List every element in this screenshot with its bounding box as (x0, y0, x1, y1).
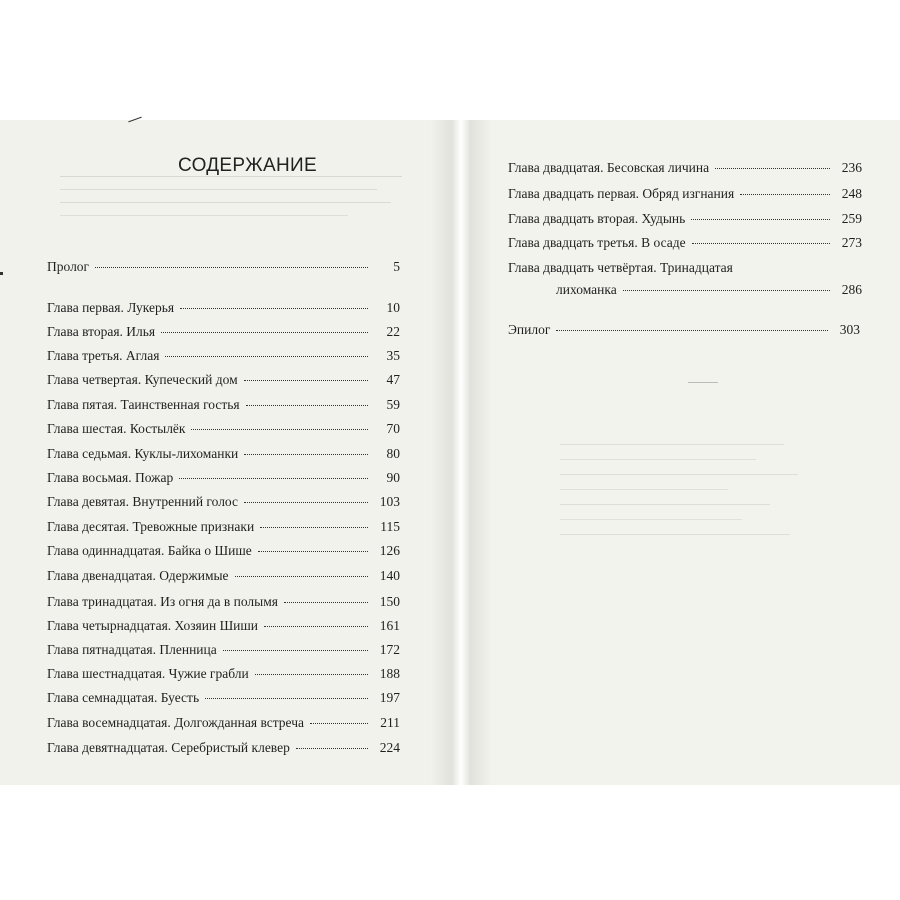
toc-entry-title: Глава десятая. Тревожные признаки (47, 519, 255, 534)
dot-leader (244, 454, 368, 455)
toc-entry (508, 235, 862, 251)
toc-entry-title: Глава двадцать третья. В осаде (508, 235, 686, 250)
toc-entry-page: 59 (386, 397, 400, 412)
dot-leader (691, 219, 830, 220)
toc-entry-title: Глава шестнадцатая. Чужие грабли (47, 666, 249, 681)
toc-entry-continuation (508, 282, 862, 298)
toc-entry-page: 259 (841, 211, 862, 226)
toc-entry-page: 273 (841, 235, 862, 250)
toc-entry-page: 80 (386, 446, 400, 461)
toc-entry (47, 519, 400, 535)
toc-entry-title: Глава двадцать вторая. Худынь (508, 211, 686, 226)
dot-leader (191, 429, 368, 430)
toc-entry (47, 642, 400, 658)
toc-entry-title: Глава двадцать первая. Обряд изгнания (508, 186, 735, 201)
dot-leader (258, 551, 368, 552)
toc-entry-title: Глава двадцатая. Бесовская личина (508, 160, 710, 175)
toc-entry-page: 35 (386, 348, 400, 363)
toc-entry-title: Глава третья. Аглая (47, 348, 160, 363)
toc-entry-title-continued: лихоманка (556, 282, 617, 297)
toc-entry (47, 372, 400, 388)
toc-entry-title: Пролог (47, 259, 90, 274)
ink-mark (688, 382, 718, 383)
toc-entry (47, 568, 400, 584)
toc-entry-title: Глава семнадцатая. Буесть (47, 690, 200, 705)
toc-entry-page: 188 (379, 666, 400, 681)
toc-entry-page: 5 (393, 259, 400, 274)
toc-entry (47, 300, 400, 316)
toc-entry-page: 161 (379, 618, 400, 633)
dot-leader (244, 380, 368, 381)
page-title: СОДЕРЖАНИЕ (178, 155, 317, 176)
toc-entry-title: Глава двенадцатая. Одержимые (47, 568, 229, 583)
toc-entry (508, 160, 862, 176)
toc-entry-page: 303 (839, 322, 860, 337)
toc-entry-page: 286 (841, 282, 862, 297)
dot-leader (264, 626, 368, 627)
toc-entry-page: 150 (379, 594, 400, 609)
toc-entry (47, 494, 400, 510)
dot-leader (223, 650, 368, 651)
toc-entry-page: 172 (379, 642, 400, 657)
toc-entry-title: Глава девятнадцатая. Серебристый клевер (47, 740, 290, 755)
toc-entry-page: 103 (379, 494, 400, 509)
dot-leader (244, 502, 368, 503)
dot-leader (740, 194, 830, 195)
toc-entry-title: Глава вторая. Илья (47, 324, 156, 339)
toc-entry (508, 211, 862, 227)
toc-entry-title: Глава девятая. Внутренний голос (47, 494, 239, 509)
toc-entry-page: 90 (386, 470, 400, 485)
toc-entry (47, 259, 400, 275)
toc-entry-title: Глава пятнадцатая. Пленница (47, 642, 217, 657)
toc-entry (47, 446, 400, 462)
dot-leader (310, 723, 368, 724)
toc-entry-title: Глава первая. Лукерья (47, 300, 175, 315)
dot-leader (715, 168, 830, 169)
toc-entry-page: 22 (386, 324, 400, 339)
dot-leader (623, 290, 830, 291)
toc-entry (47, 618, 400, 634)
toc-entry-page: 236 (841, 160, 862, 175)
toc-entry (47, 470, 400, 486)
toc-entry (47, 594, 400, 610)
toc-entry-title: Глава пятая. Таинственная гостья (47, 397, 240, 412)
toc-entry-title: Глава восемнадцатая. Долгожданная встреча (47, 715, 304, 730)
dot-leader (205, 698, 368, 699)
dot-leader (255, 674, 368, 675)
dot-leader (165, 356, 368, 357)
dot-leader (180, 308, 368, 309)
toc-entry-title: Эпилог (508, 322, 551, 337)
toc-entry-page: 140 (379, 568, 400, 583)
toc-entry (508, 186, 862, 202)
toc-entry-title: Глава одиннадцатая. Байка о Шише (47, 543, 252, 558)
toc-entry (47, 324, 400, 340)
toc-entry-title: Глава двадцать четвёртая. Тринадцатая (508, 260, 733, 275)
dot-leader (246, 405, 368, 406)
toc-entry-page: 10 (386, 300, 400, 315)
toc-entry (47, 421, 400, 437)
dot-leader (556, 330, 828, 331)
toc-entry-title: Глава восьмая. Пожар (47, 470, 174, 485)
toc-entry-page: 70 (386, 421, 400, 436)
dot-leader (235, 576, 368, 577)
dot-leader (95, 267, 368, 268)
toc-entry (47, 397, 400, 413)
bleed-through-texture-right (560, 430, 840, 750)
toc-entry-page: 197 (379, 690, 400, 705)
toc-entry-multiline (508, 260, 862, 298)
toc-entry-title: Глава четырнадцатая. Хозяин Шиши (47, 618, 259, 633)
dot-leader (179, 478, 368, 479)
toc-entry (47, 348, 400, 364)
toc-entry (47, 715, 400, 731)
toc-entry-title: Глава тринадцатая. Из огня да в полымя (47, 594, 278, 609)
toc-entry-epilogue (508, 322, 860, 338)
toc-entry-page: 47 (386, 372, 400, 387)
toc-entry-title: Глава шестая. Костылёк (47, 421, 186, 436)
toc-entry-page: 126 (379, 543, 400, 558)
dot-leader (161, 332, 368, 333)
toc-entry (47, 740, 400, 756)
toc-entry-page: 224 (379, 740, 400, 755)
toc-entry (47, 666, 400, 682)
dot-leader (692, 243, 830, 244)
toc-entry-title: Глава седьмая. Куклы-лихоманки (47, 446, 239, 461)
ink-mark (0, 272, 3, 275)
toc-entry-page: 115 (380, 519, 400, 534)
dot-leader (260, 527, 368, 528)
book-gutter (430, 120, 492, 785)
dot-leader (296, 748, 368, 749)
toc-entry-page: 211 (380, 715, 400, 730)
toc-entry-page: 248 (841, 186, 862, 201)
toc-entry (47, 690, 400, 706)
dot-leader (284, 602, 368, 603)
toc-entry-title: Глава четвертая. Купеческий дом (47, 372, 238, 387)
toc-entry (47, 543, 400, 559)
